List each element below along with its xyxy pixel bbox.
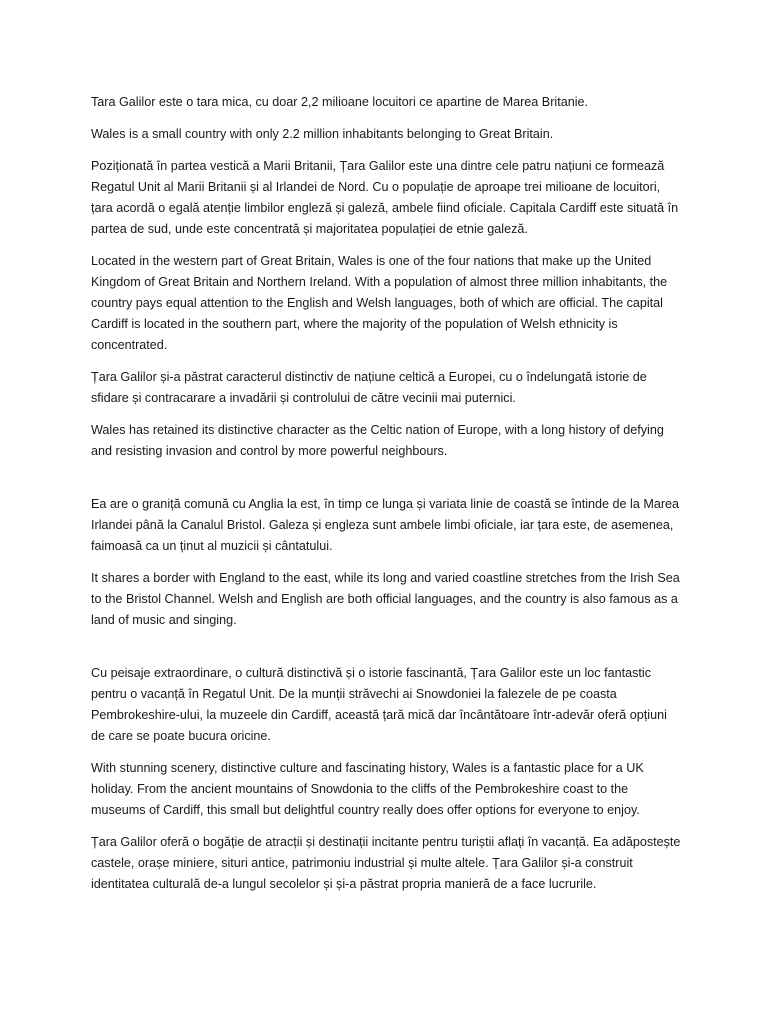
paragraph-celtic-ro: Țara Galilor și-a păstrat caracterul distinctiv de națiune celtică a Europei, cu o îndelungată istorie de sfidare și contracarare a invadării și controlului de către vecinii mai puternici.	[91, 370, 647, 405]
paragraph-scenery-en: With stunning scenery, distinctive culture and fascinating history, Wales is a fantastic place for a UK holiday. From the ancient mountains of Snowdonia to the cliffs of the Pembrokeshire coast to the museums of Cardiff, this small but delightful country really does offer options for everyone to enjoy.	[91, 761, 644, 817]
paragraph-scenery-ro: Cu peisaje extraordinare, o cultură distinctivă și o istorie fascinantă, Țara Galilor este un loc fantastic pentru o vacanță în Regatul Unit. De la munții străvechi ai Snowdoniei la falezele de pe coasta Pembrokeshire-ului, la muzeele din Cardiff, această țară mică dar încântătoare într-adevăr oferă opțiuni de care se poate bucura oricine.	[91, 666, 667, 743]
paragraph-location-ro: Poziționată în partea vestică a Marii Britanii, Țara Galilor este una dintre cele patru națiuni ce formează Regatul Unit al Marii Britanii și al Irlandei de Nord. Cu o populație de aproape trei milioane de locuitori, țara acordă o egală atenție limbilor engleză și galeză, ambele fiind oficiale. Capitala Cardiff este situată în partea de sud, unde este concentrată și majoritatea populației de etnie galeză.	[91, 159, 679, 236]
document-body	[91, 92, 681, 906]
paragraph-attractions-ro: Țara Galilor oferă o bogăție de atracții și destinații incitante pentru turiștii aflați în vacanță. Ea adăpostește castele, orașe miniere, situri antice, patrimoniu industrial și multe altele. Țara Galilor și-a construit identitatea culturală de-a lungul secolelor și și-a păstrat propria manieră de a face lucrurile.	[91, 835, 681, 891]
paragraph-border-ro: Ea are o graniță comună cu Anglia la est, în timp ce lunga și variata linie de coastă se întinde de la Marea Irlandei până la Canalul Bristol. Galeza și engleza sunt ambele limbi oficiale, iar țara este, de asemenea, faimoasă ca un ținut al muzicii și cântatului.	[91, 497, 680, 553]
paragraph-celtic-en: Wales has retained its distinctive character as the Celtic nation of Europe, with a long history of defying and resisting invasion and control by more powerful neighbours.	[91, 423, 664, 458]
paragraph-border-en: It shares a border with England to the east, while its long and varied coastline stretches from the Irish Sea to the Bristol Channel. Welsh and English are both official languages, and the country is also famous as a land of music and singing.	[91, 571, 680, 627]
paragraph-location-en: Located in the western part of Great Britain, Wales is one of the four nations that make up the United Kingdom of Great Britain and Northern Ireland. With a population of almost three million inhabitants, the country pays equal attention to the English and Welsh languages, both of which are official. The capital Cardiff is located in the southern part, where the majority of the population of Welsh ethnicity is concentrated.	[91, 254, 668, 352]
paragraph-intro-en: Wales is a small country with only 2.2 million inhabitants belonging to Great Britain.	[91, 127, 554, 141]
paragraph-intro-ro: Tara Galilor este o tara mica, cu doar 2,2 milioane locuitori ce apartine de Marea Britanie.	[91, 95, 588, 109]
